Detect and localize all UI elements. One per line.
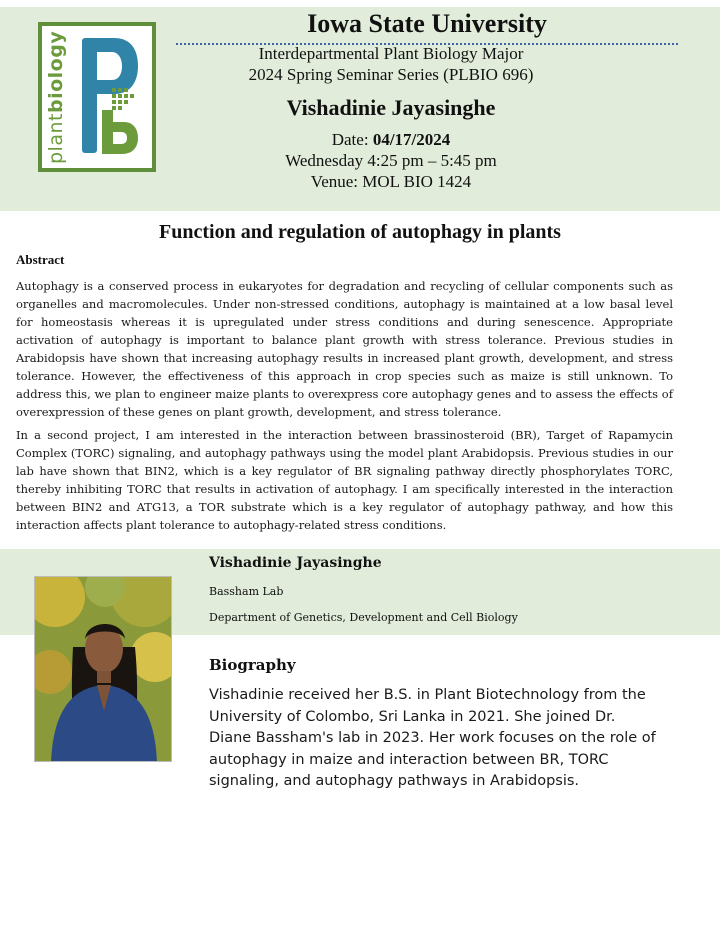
university-name: Iowa State University (307, 9, 547, 38)
logo-text-bold: biology (45, 30, 67, 114)
bio-lab: Bassham Lab (209, 585, 284, 598)
venue-line: Venue: MOL BIO 1424 (310, 172, 472, 191)
biography-heading: Biography (209, 656, 296, 674)
abstract-heading: Abstract (16, 252, 65, 267)
biography-text: Vishadinie received her B.S. in Plant Biotechnology from the University of Colombo, Sri Lanka in 2021. She joined Dr. Diane Bassham's lab in 2023. Her work focuses on the role of autophagy in maize and interaction between BR, TORC signaling, and autophagy pathways in Arabidopsis. (209, 687, 656, 789)
bio-department: Department of Genetics, Development and Cell Biology (209, 611, 518, 624)
seminar-series: 2024 Spring Seminar Series (PLBIO 696) (248, 65, 534, 84)
time-line: Wednesday 4:25 pm – 5:45 pm (285, 151, 497, 170)
logo-text-prefix: plant (45, 113, 67, 164)
pb-monogram-icon (42, 26, 152, 168)
date-value: 04/17/2024 (372, 130, 451, 149)
abstract-paragraph: Autophagy is a conserved process in eukaryotes for degradation and recycling of cellular components such as organelles and macromolecules. Under non-stressed conditions, autophagy is maintained at a low basal level for homeostasis whereas it is upregulated under stress conditions and during senescence. Appropriate activation of autophagy is important to balance plant growth with stress tolerance. Previous studies in Arabidopsis have shown that increasing autophagy results in increased plant growth, development, and stress tolerance. However, the effectiveness of this approach in crop species such as maize is still unknown. To address this, we plan to engineer maize plants to overexpress core autophagy genes and to assess the effects of overexpression of these genes on plant growth, development, and stress tolerance. (16, 279, 673, 419)
bio-name: Vishadinie Jayasinghe (209, 555, 382, 571)
speaker-photo (34, 576, 172, 762)
date-line (176, 130, 606, 150)
program-name: Interdepartmental Plant Biology Major (258, 44, 524, 63)
speaker-name: Vishadinie Jayasinghe (286, 95, 496, 120)
abstract-paragraph: In a second project, I am interested in the interaction between brassinosteroid (BR), Target of Rapamycin Complex (TORC) signaling, and autophagy pathways using the model plant Arabidopsis. Previous studies in our lab have shown that BIN2, which is a key regulator of BR signaling pathway directly phosphorylates TORC, thereby inhibiting TORC that results in activation of autophagy. I am specifically interested in the interaction between BIN2 and ATG13, a TOR substrate which is a key regulator of autophagy pathway, and how this interaction affects plant tolerance to autophagy-related stress conditions. (16, 428, 673, 532)
talk-title: Function and regulation of autophagy in plants (159, 221, 561, 243)
plant-biology-logo (38, 22, 156, 172)
date-label: Date: (331, 130, 369, 149)
